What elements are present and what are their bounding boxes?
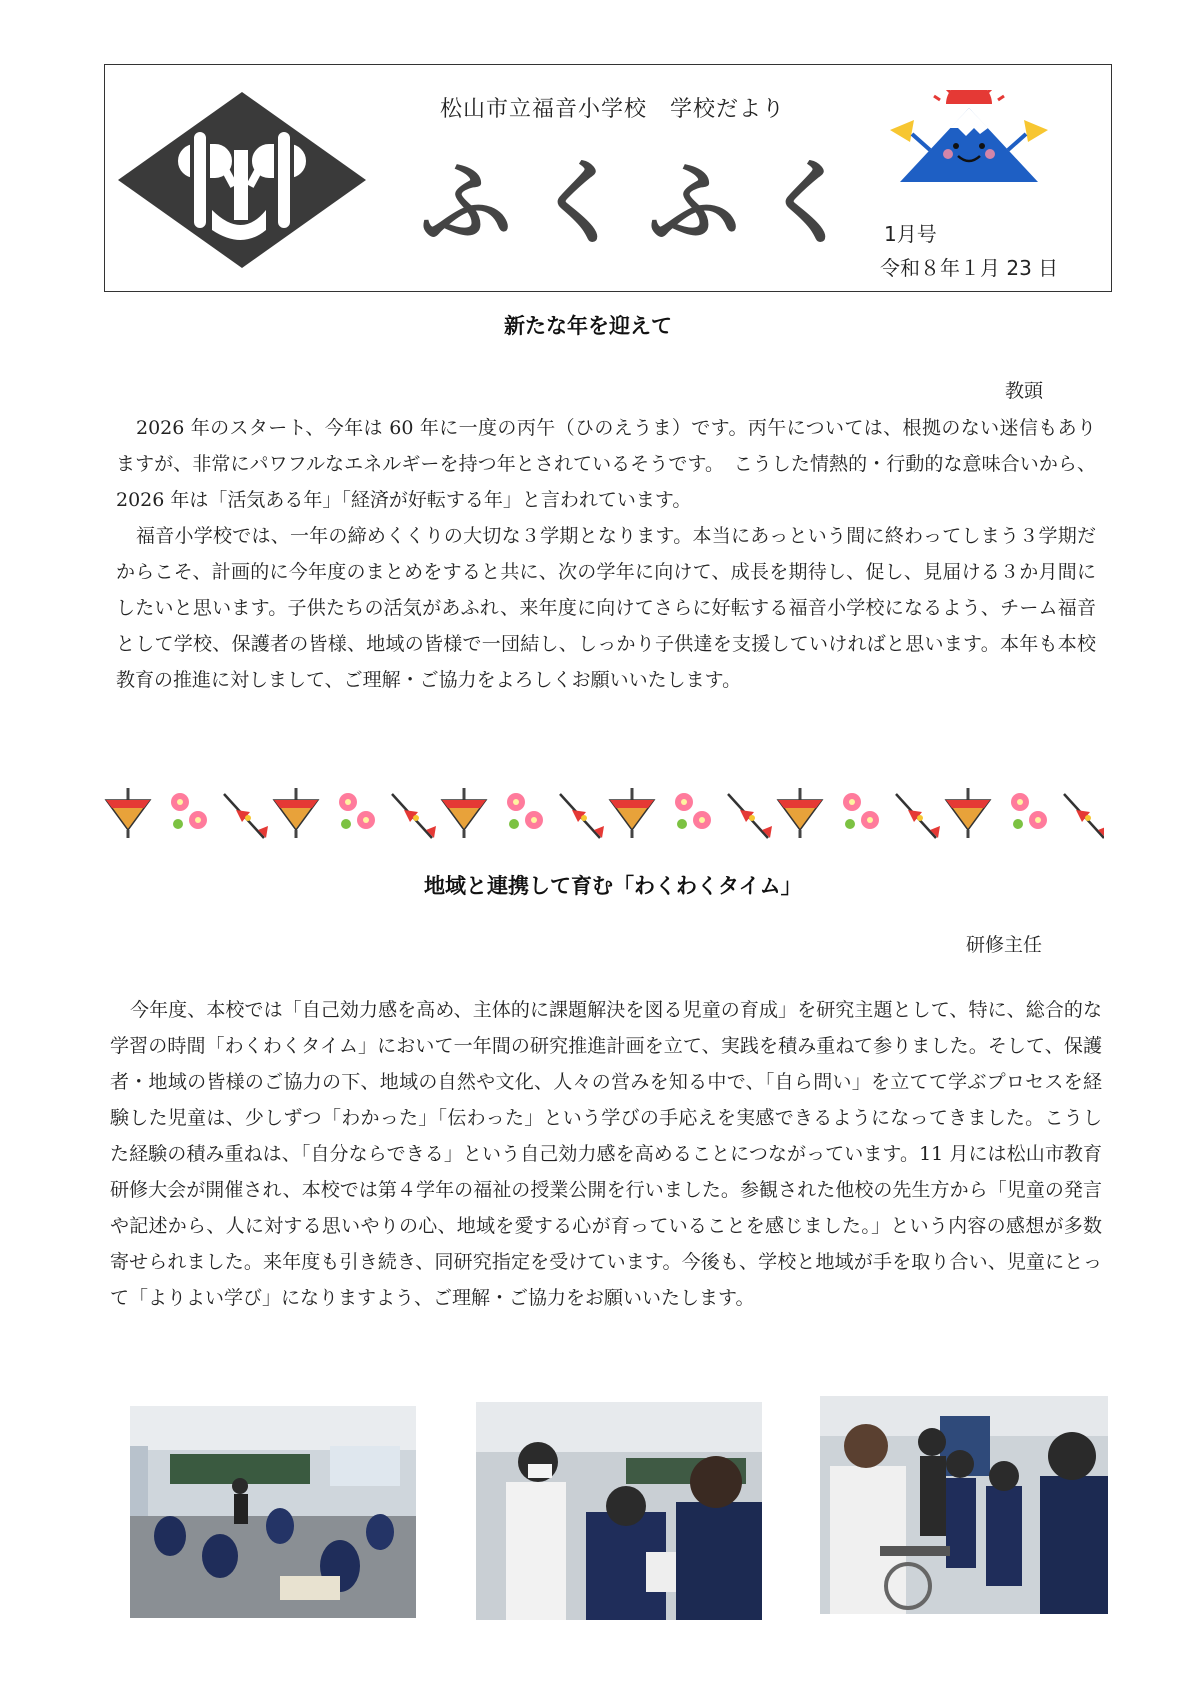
section2-author: 研修主任 <box>966 934 1043 956</box>
wheelchair-experience-photo <box>820 1396 1108 1614</box>
school-emblem-icon <box>116 90 368 270</box>
school-name-line: 松山市立福音小学校 学校だより <box>440 97 786 122</box>
section1-paragraph-2: 福音小学校では、一年の締めくくりの大切な３学期となります。本当にあっという間に終わってしまう３学期だからこそ、計画的に今年度のまとめをすると共に、次の学年に向けて、成長を期待し、促し、見届ける３か月間にしたいと思います。子供たちの活気があふれ、来年度に向けてさらに好転する福音小学校になるよう、チーム福音として学校、保護者の皆様、地域の皆様で一団結し、しっかり子供達を支援していければと思います。本年も本校教育の推進に対しまして、ご理解・ご協力をよろしくお願いいたします。 <box>116 525 1096 691</box>
issue-label: 1月号 <box>884 222 937 246</box>
section1-paragraph-1: 2026 年のスタート、今年は 60 年に一度の丙午（ひのえうま）です。丙午については、根拠のない迷信もありますが、非常にパワフルなエネルギーを持つ年とされているそうです。 こうした情熱的・行動的な意味合いから、2026 年は「活気ある年」「経済が好転する年」と言われています。 <box>116 417 1096 511</box>
classroom-overview-photo <box>130 1406 416 1618</box>
new-year-border <box>104 786 1104 842</box>
section1-title: 新たな年を迎えて <box>504 314 672 338</box>
section2-title: 地域と連携して育む「わくわくタイム」 <box>424 874 802 898</box>
section2-paragraph-1: 今年度、本校では「自己効力感を高め、主体的に課題解決を図る児童の育成」を研究主題として、特に、総合的な学習の時間「わくわくタイム」において一年間の研究推進計画を立て、実践を積み重ねて参りました。そして、保護者・地域の皆様のご協力の下、地域の自然や文化、人々の営みを知る中で、「自ら問い」を立てて学ぶプロセスを経験した児童は、少しずつ「わかった」「伝わった」という学びの手応えを実感できるようになってきました。こうした経験の積み重ねは、「自分ならできる」という自己効力感を高めることにつながっています。11 月には松山市教育研修大会が開催され、本校では第４学年の福祉の授業公開を行いました。参観された他校の先生方から「児童の発言や記述から、人に対する思いやりの心、地域を愛する心が育っていることを感じました。」という内容の感想が多数寄せられました。来年度も引き続き、同研究指定を受けています。今後も、学校と地域が手を取り合い、児童にとって「よりよい学び」になりますよう、ご理解・ご協力をお願いいたします。 <box>110 999 1102 1309</box>
section1-author: 教頭 <box>1005 380 1044 402</box>
issue-date: 令和８年１月 23 日 <box>880 256 1059 280</box>
smiling-fuji-mascot-icon <box>890 90 1048 186</box>
student-interview-photo <box>476 1402 762 1620</box>
newsletter-title: ふくふく <box>420 150 877 257</box>
